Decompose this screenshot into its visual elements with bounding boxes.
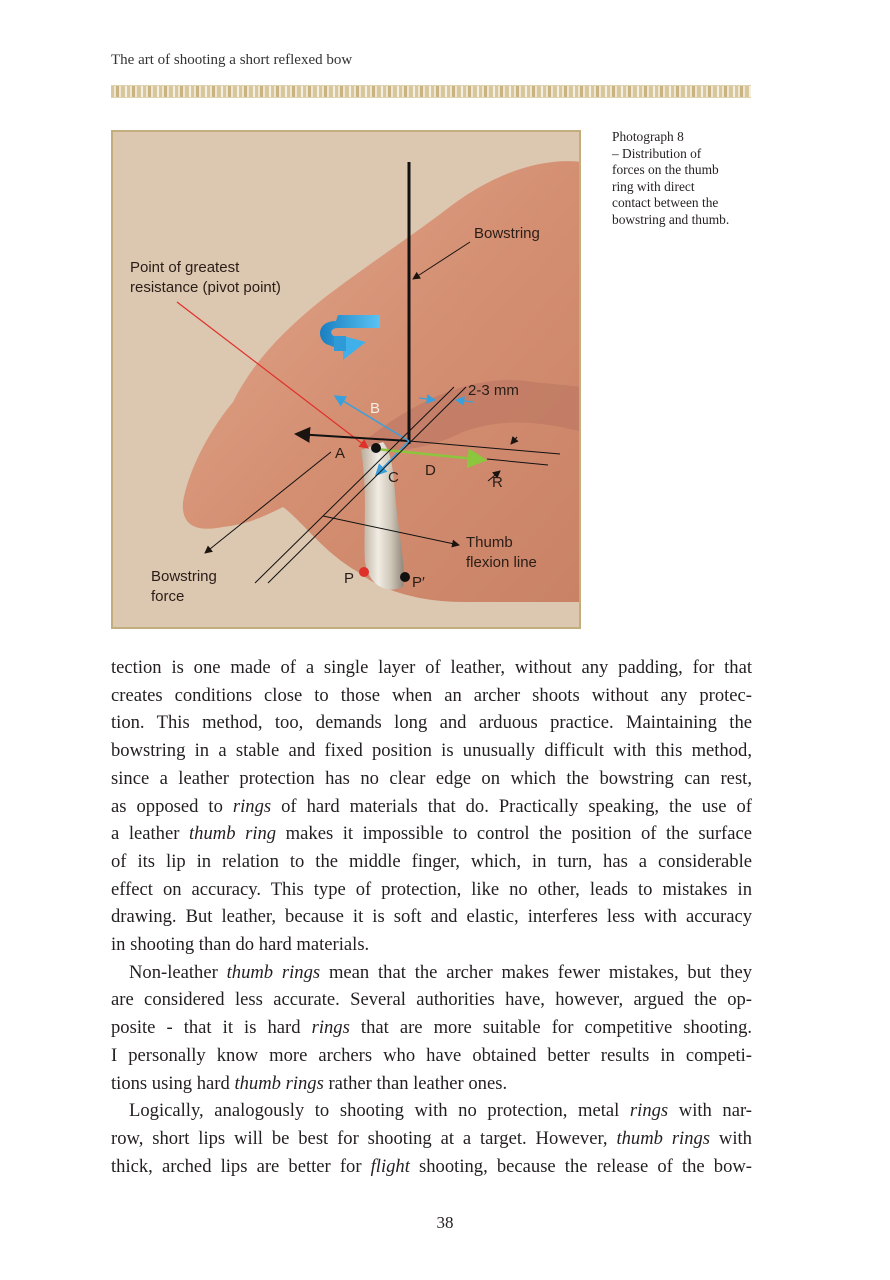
body-line: [111, 682, 752, 710]
text-run: row, short lips will be best for shooting at a target. However,: [111, 1127, 617, 1149]
text-run: posite - that it is hard: [111, 1017, 312, 1039]
text-run: tion. This method, too, demands long and arduous practice. Maintaining the: [111, 712, 752, 734]
body-line: [111, 986, 752, 1014]
figure-caption: [612, 129, 757, 229]
body-line: [111, 1042, 752, 1070]
text-run: I personally know more archers who have obtained better results in competi-: [111, 1044, 752, 1066]
italic-term: rings: [232, 795, 272, 817]
caption-line: Photograph 8: [612, 129, 684, 144]
page-number: 38: [436, 1213, 454, 1232]
text-run: tection is one made of a single layer of leather, without any padding, for that: [111, 657, 752, 678]
body-line: [111, 931, 752, 959]
label-a: A: [335, 445, 346, 462]
body-line: [111, 1153, 752, 1181]
text-run: a leather: [111, 823, 190, 845]
label-bowstring-force-line2: force: [151, 588, 185, 605]
ornamental-divider: [111, 85, 751, 98]
text-run: effect on accuracy. This type of protection, like no other, leads to mistakes in: [111, 878, 752, 900]
italic-term: flight: [370, 1155, 410, 1177]
caption-line: bowstring and thumb.: [612, 211, 730, 227]
text-run: thick, arched lips are better for: [111, 1155, 371, 1177]
label-pivot-line1: Point of greatest: [130, 259, 240, 276]
text-run: of hard materials that do. Practically speaking, the use of: [271, 795, 752, 817]
text-run: with: [710, 1127, 752, 1149]
text-run: rather than leather ones.: [323, 1072, 508, 1094]
text-run: of its lip in relation to the middle finger, which, in turn, has a considerable: [111, 850, 752, 872]
label-thumb-flexion-line1: Thumb: [466, 534, 513, 551]
body-line: [111, 709, 752, 737]
italic-term: thumb rings: [234, 1072, 324, 1094]
body-line: [111, 876, 752, 904]
text-run: that are more suitable for competitive shooting.: [349, 1017, 753, 1039]
label-d: D: [425, 462, 436, 479]
body-line: [111, 848, 752, 876]
body-text: [111, 654, 752, 1180]
label-c: C: [388, 469, 399, 486]
text-run: Non-leather: [129, 961, 227, 983]
text-run: with nar-: [668, 1100, 752, 1122]
text-run: bowstring in a stable and fixed position is unusually difficult with this method,: [111, 740, 752, 762]
text-run: as opposed to: [111, 795, 233, 817]
point-p-prime-marker: [400, 572, 410, 582]
body-line: [111, 793, 752, 821]
label-pivot-line2: resistance (pivot point): [130, 279, 281, 296]
italic-term: thumb ring: [189, 823, 277, 845]
label-b: B: [370, 400, 381, 417]
italic-term: thumb rings: [616, 1127, 711, 1149]
body-line: [111, 1014, 752, 1042]
text-run: drawing. But leather, because it is soft and elastic, interferes less with accuracy: [111, 906, 752, 928]
text-run: shooting, because the release of the bow-: [409, 1155, 752, 1177]
body-line: [111, 737, 752, 765]
text-run: tions using hard: [111, 1072, 235, 1094]
label-thumb-flexion-line2: flexion line: [466, 554, 537, 571]
caption-line: – Distribution of: [612, 145, 702, 161]
italic-term: rings: [629, 1100, 669, 1122]
running-head: The art of shooting a short reflexed bow: [111, 52, 353, 68]
italic-term: thumb rings: [226, 961, 321, 983]
text-run: makes it impossible to control the position of the surface: [276, 823, 752, 845]
label-p: P: [344, 570, 355, 587]
body-line: [111, 903, 752, 931]
photograph-figure: [111, 130, 581, 629]
body-line: [111, 1070, 752, 1098]
body-line: [111, 1097, 752, 1125]
thumb-ring-diagram: [113, 132, 581, 629]
body-line: [111, 765, 752, 793]
caption-line: ring with direct: [612, 178, 695, 194]
body-line: [111, 1125, 752, 1153]
label-bowstring: Bowstring: [474, 225, 540, 242]
label-p-prime: P′: [412, 574, 425, 591]
point-p-marker: [359, 567, 369, 577]
text-run: are considered less accurate. Several authorities have, however, argued the op-: [111, 989, 752, 1011]
body-line: [111, 820, 752, 848]
pivot-point-marker: [371, 443, 381, 453]
text-run: creates conditions close to those when an archer shoots without any protec-: [111, 684, 752, 706]
text-run: in shooting than do hard materials.: [111, 934, 370, 956]
text-run: since a leather protection has no clear edge on which the bowstring can rest,: [111, 767, 752, 789]
italic-term: rings: [311, 1017, 350, 1039]
text-run: mean that the archer makes fewer mistakes, but they: [320, 961, 752, 983]
caption-line: contact between the: [612, 195, 719, 211]
label-r: R: [492, 474, 503, 491]
caption-line: forces on the thumb: [612, 162, 719, 178]
label-bowstring-force-line1: Bowstring: [151, 568, 217, 585]
label-gap: 2-3 mm: [468, 382, 519, 399]
body-line: [111, 959, 752, 987]
body-line: [111, 654, 752, 682]
text-run: Logically, analogously to shooting with no protection, metal: [129, 1100, 630, 1122]
